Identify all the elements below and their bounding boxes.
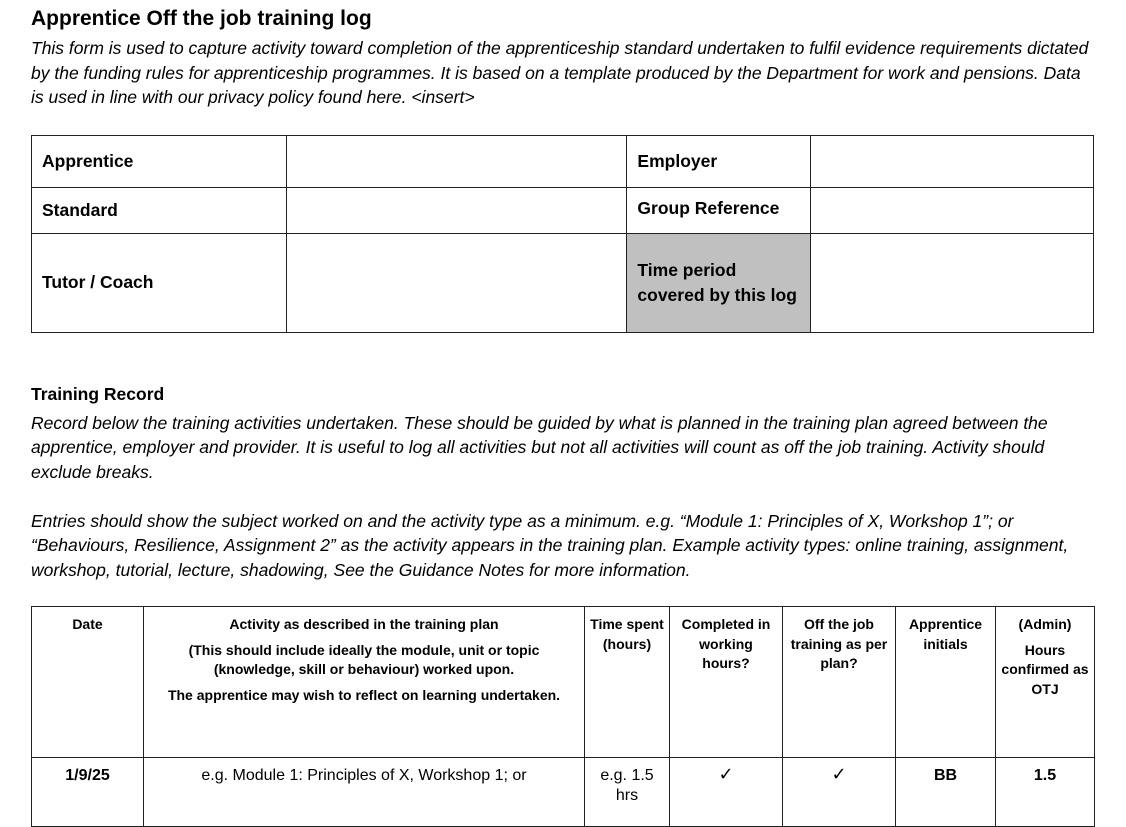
apprentice-info-table (31, 135, 1094, 333)
training-log-table (31, 606, 1095, 827)
row-off-job-cell[interactable] (783, 758, 896, 827)
activity-header-note: (This should include ideally the module, unit or topic (knowledge, skill or behaviour) worked upon. (188, 641, 540, 677)
admin-header-tag: (Admin) (1018, 616, 1072, 632)
intro-text: This form is used to capture activity toward completion of the apprenticeship standard undertaken to fulfil evidence requirements dictated by the funding rules for apprenticeship programmes. It is based on a template produced by the Department for work and pensions. Data is used in line with our privacy policy found here. <insert> (31, 38, 1089, 107)
standard-label: Standard (32, 187, 287, 233)
admin-header-title: Hours confirmed as OTJ (1001, 641, 1089, 697)
training-record-instructions: Record below the training activities undertaken. These should be guided by what is planned in the training plan agreed between the apprentice, employer and provider. It is useful to log all activities but not all activities will count as off the job training. Activity should exclude breaks. (31, 412, 1048, 482)
time-period-field[interactable] (811, 233, 1094, 332)
table-row (32, 758, 1095, 827)
tutor-field[interactable] (286, 233, 627, 332)
log-header-row (32, 607, 1095, 758)
activity-header-title: Activity as described in the training plan (229, 616, 499, 632)
standard-field[interactable] (286, 187, 627, 233)
row-initials[interactable]: BB (896, 758, 996, 827)
row-hours-confirmed[interactable]: 1.5 (996, 758, 1095, 827)
group-reference-label: Group Reference (627, 187, 811, 233)
row-date[interactable]: 1/9/25 (32, 758, 144, 827)
group-reference-field[interactable] (811, 187, 1094, 233)
initials-column-header: Apprentice initials (896, 607, 996, 758)
completed-column-header: Completed in working hours? (670, 607, 783, 758)
date-column-header: Date (32, 607, 144, 758)
activity-column-header (144, 607, 585, 758)
training-record-entry-guidance: Entries should show the subject worked on and the activity type as a minimum. e.g. “Module 1: Principles of X, Workshop 1”; or “Behaviours, Resilience, Assignment 2” as the activity appears in the training plan. Example activity types: online training, assignment, workshop, tutorial, lecture, shadowing, See the Guidance Notes for more information. (31, 510, 1069, 580)
row-activity[interactable]: e.g. Module 1: Principles of X, Workshop 1; or (144, 758, 585, 827)
row-completed-cell[interactable] (670, 758, 783, 827)
admin-column-header (996, 607, 1095, 758)
off-job-column-header: Off the job training as per plan? (783, 607, 896, 758)
employer-label: Employer (627, 135, 811, 187)
time-period-label: Time period covered by this log (627, 233, 811, 332)
row-time-spent[interactable]: e.g. 1.5 hrs (585, 758, 670, 827)
checkmark-icon: ✓ (718, 764, 734, 784)
apprentice-field[interactable] (286, 135, 627, 187)
tutor-label: Tutor / Coach (32, 233, 287, 332)
document-title: Apprentice Off the job training log (31, 7, 372, 30)
activity-header-reflection: The apprentice may wish to reflect on learning undertaken. (167, 686, 561, 703)
checkmark-icon: ✓ (831, 764, 847, 784)
training-record-heading: Training Record (31, 383, 165, 404)
employer-field[interactable] (811, 135, 1094, 187)
time-spent-column-header: Time spent (hours) (585, 607, 670, 758)
apprentice-label: Apprentice (32, 135, 287, 187)
